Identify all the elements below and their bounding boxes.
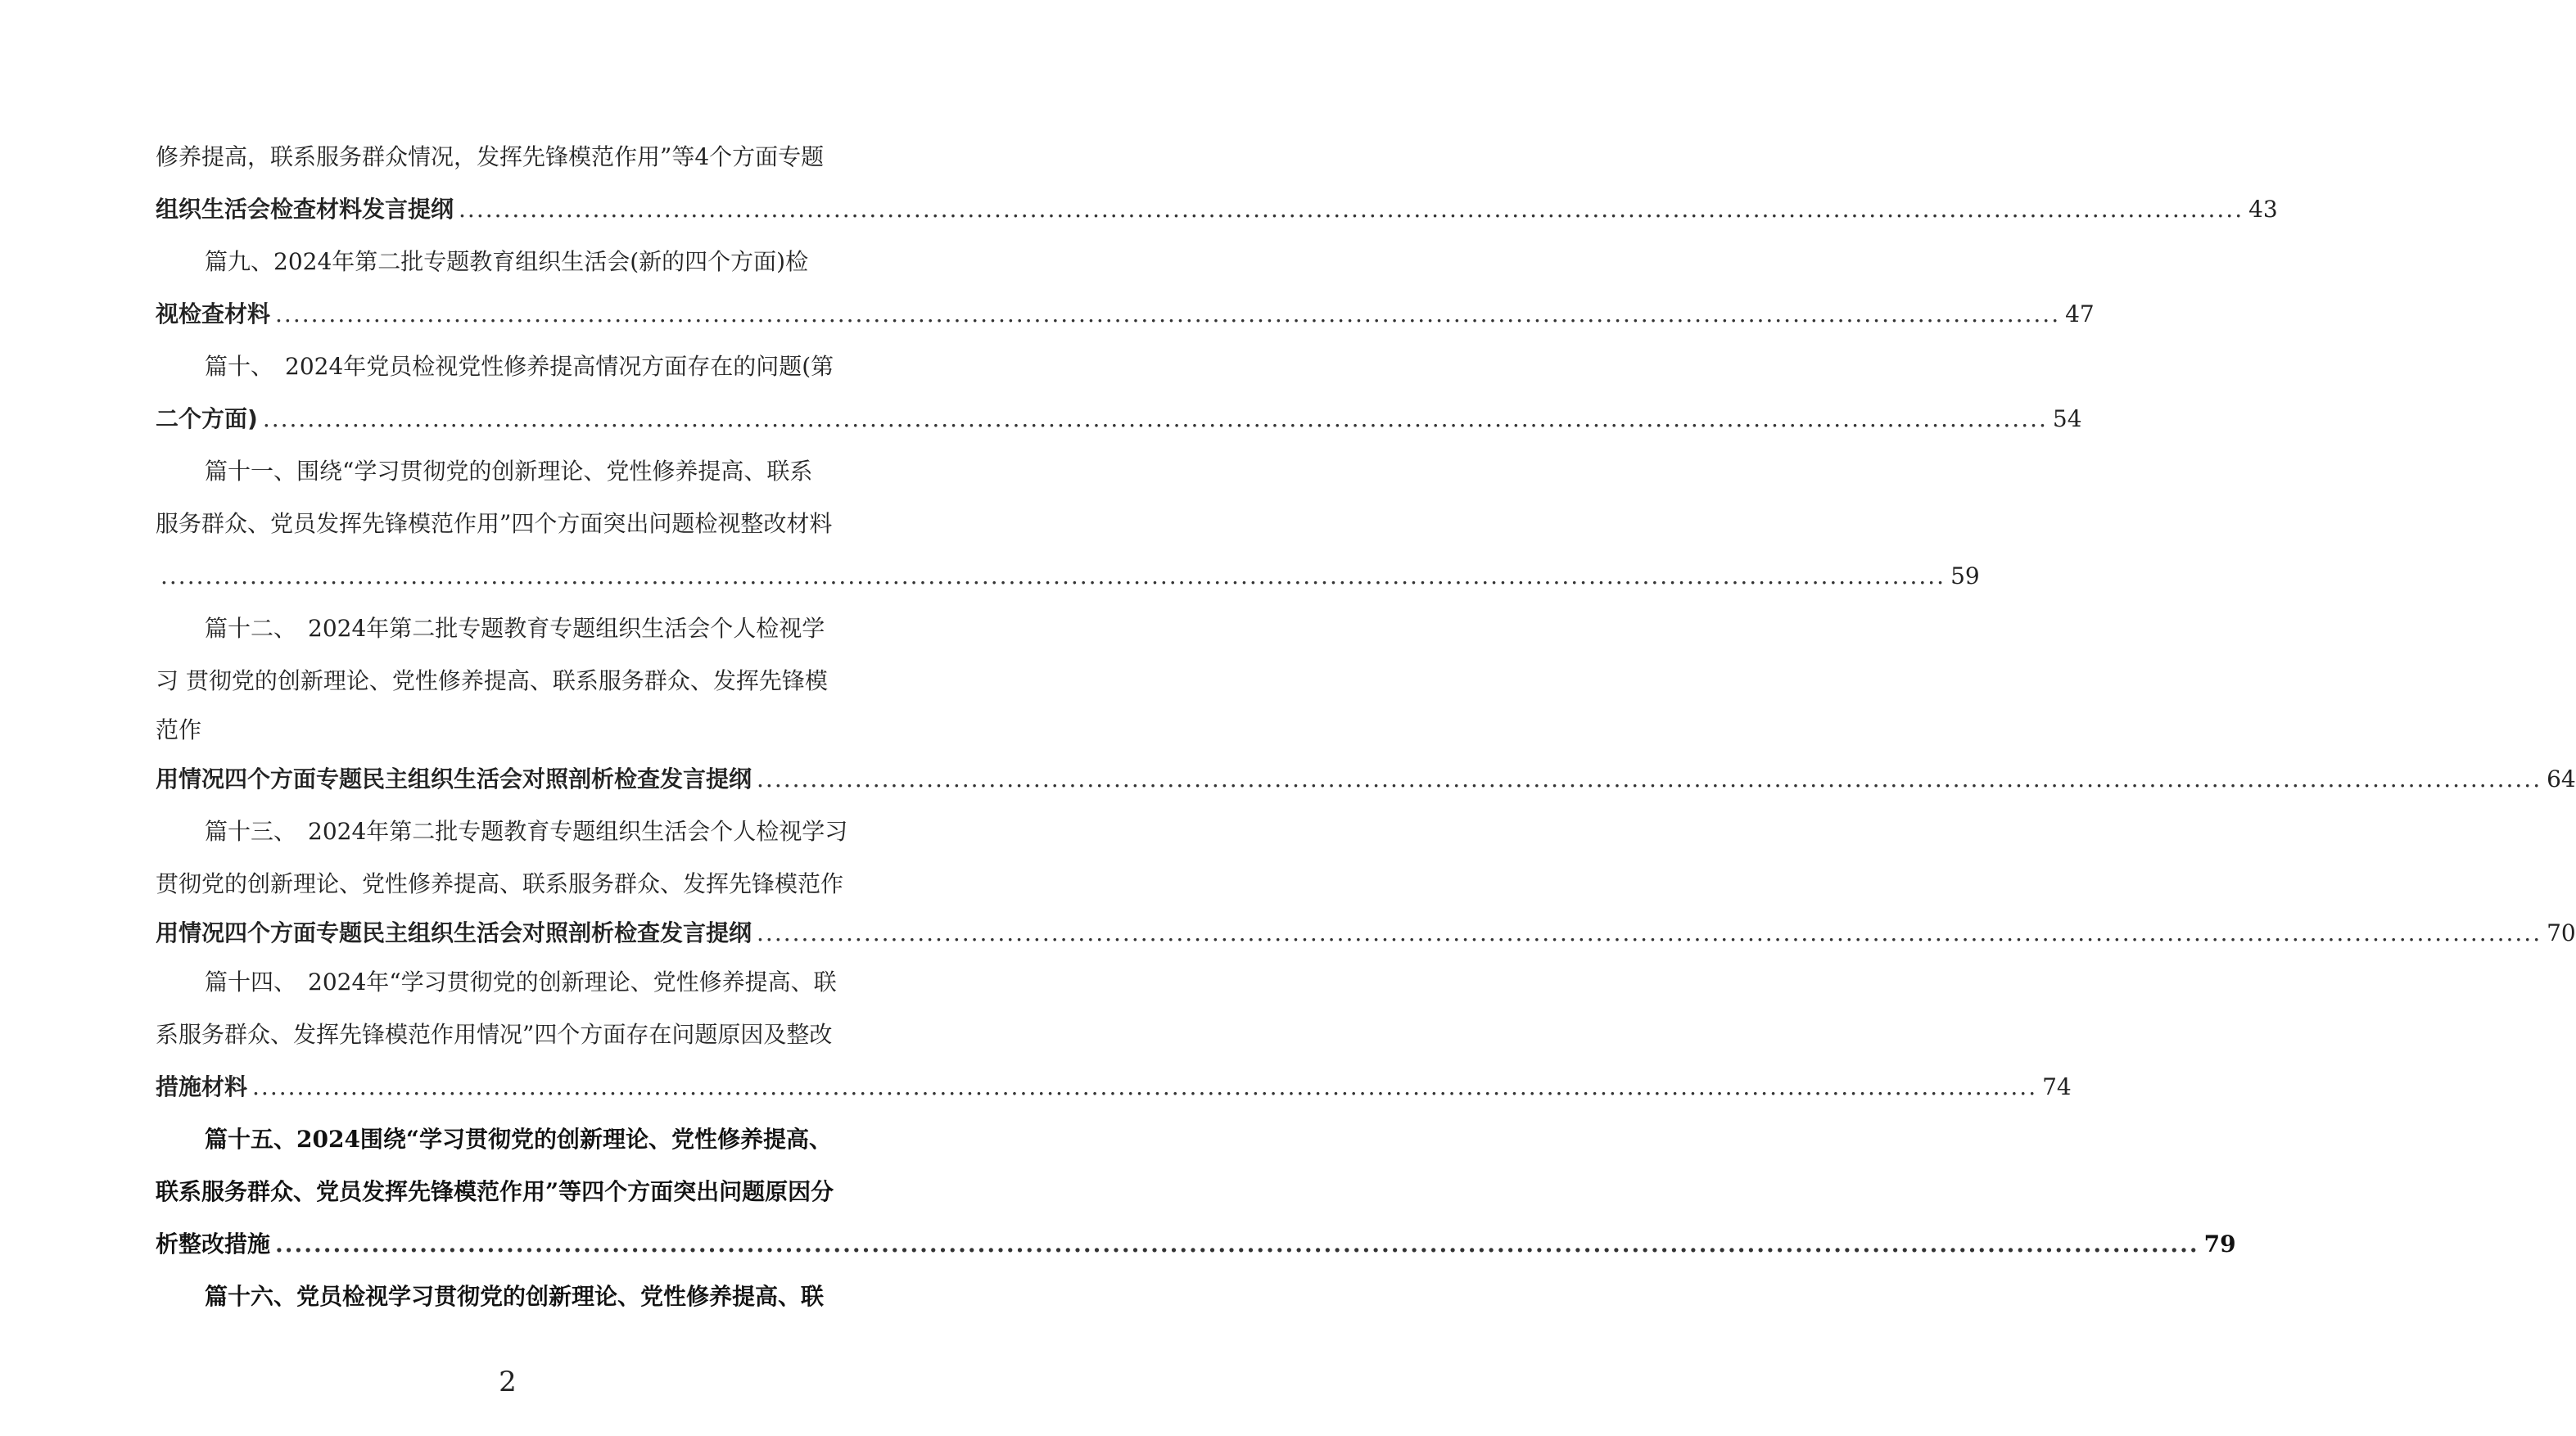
toc-line: 篇九、2024年第二批专题教育组织生活会(新的四个方面)检 xyxy=(205,248,809,275)
toc-leader-dots: ........................................................................................................................................................................................................ xyxy=(757,765,2542,793)
toc-page-number: 54 xyxy=(2052,405,2082,432)
toc-entry[interactable] xyxy=(156,1218,2236,1271)
toc-content xyxy=(156,131,2576,1323)
toc-entry[interactable] xyxy=(156,393,2082,445)
toc-line: 系服务群众、发挥先锋模范作用情况”四个方面存在问题原因及整改 xyxy=(156,1021,833,1048)
toc-entry-title: 措施材料 xyxy=(156,1073,248,1100)
toc-line: 篇十二、 2024年第二批专题教育专题组织生活会个人检视学 xyxy=(205,615,825,642)
toc-line: 服务群众、党员发挥先锋模范作用”四个方面突出问题检视整改材料 xyxy=(156,510,833,537)
toc-entry-title: 用情况四个方面专题民主组织生活会对照剖析检查发言提纲 xyxy=(156,919,752,946)
toc-entry[interactable] xyxy=(156,1061,2072,1113)
toc-entry-title: 二个方面) xyxy=(156,405,258,432)
toc-entry[interactable] xyxy=(156,753,2576,806)
toc-entry[interactable] xyxy=(156,910,2576,956)
toc-line: 贯彻党的创新理论、党性修养提高、联系服务群众、发挥先锋模范作 xyxy=(156,870,844,897)
toc-entry[interactable] xyxy=(156,183,2278,236)
toc-line: 篇十一、围绕“学习贯彻党的创新理论、党性修养提高、联系 xyxy=(205,458,813,485)
page-number: 2 xyxy=(499,1366,517,1398)
toc-page-number: 64 xyxy=(2547,765,2576,793)
toc-leader-dots: ........................................................................................................................................................................................................ xyxy=(275,1231,2199,1258)
toc-page-number: 43 xyxy=(2248,196,2278,223)
toc-entry-title: 视检查材料 xyxy=(156,300,271,327)
toc-page-number: 59 xyxy=(1950,562,1980,589)
toc-line-bold: 篇十五、2024围绕“学习贯彻党的创新理论、党性修养提高、 xyxy=(205,1126,833,1153)
toc-line-bold: 联系服务群众、党员发挥先锋模范作用”等四个方面突出问题原因分 xyxy=(156,1178,834,1205)
toc-line: 篇十、 2024年党员检视党性修养提高情况方面存在的问题(第 xyxy=(205,353,834,380)
toc-leader-dots: ........................................................................................................................................................................................................ xyxy=(757,919,2542,946)
toc-entry-title: 组织生活会检查材料发言提纲 xyxy=(156,196,454,223)
toc-page-number: 70 xyxy=(2547,919,2576,946)
toc-entry-title: 用情况四个方面专题民主组织生活会对照剖析检查发言提纲 xyxy=(156,765,752,793)
toc-page-number: 79 xyxy=(2203,1231,2236,1258)
toc-line: 修养提高，联系服务群众情况，发挥先锋模范作用”等4个方面专题 xyxy=(156,143,825,170)
toc-line-bold: 篇十六、党员检视学习贯彻党的创新理论、党性修养提高、联 xyxy=(205,1283,825,1310)
toc-leader-dots: ........................................................................................................................................................................................................ xyxy=(459,196,2244,223)
toc-leader-dots: ........................................................................................................................................................................................................ xyxy=(262,405,2048,432)
toc-line: 范作 xyxy=(156,716,202,743)
toc-entry[interactable] xyxy=(156,288,2095,341)
toc-page-number: 74 xyxy=(2042,1073,2072,1100)
toc-line: 习 贯彻党的创新理论、党性修养提高、联系服务群众、发挥先锋模 xyxy=(156,667,828,694)
toc-leader-dots: ........................................................................................................................................................................................................ xyxy=(160,562,1946,589)
toc-entry[interactable] xyxy=(156,550,1980,603)
toc-entry-title: 析整改措施 xyxy=(156,1231,271,1258)
toc-line: 篇十三、 2024年第二批专题教育专题组织生活会个人检视学习 xyxy=(205,818,848,845)
toc-line: 篇十四、 2024年“学习贯彻党的创新理论、党性修养提高、联 xyxy=(205,969,837,996)
toc-leader-dots: ........................................................................................................................................................................................................ xyxy=(252,1073,2038,1100)
toc-page-number: 47 xyxy=(2065,300,2095,327)
toc-leader-dots: ........................................................................................................................................................................................................ xyxy=(275,300,2061,327)
